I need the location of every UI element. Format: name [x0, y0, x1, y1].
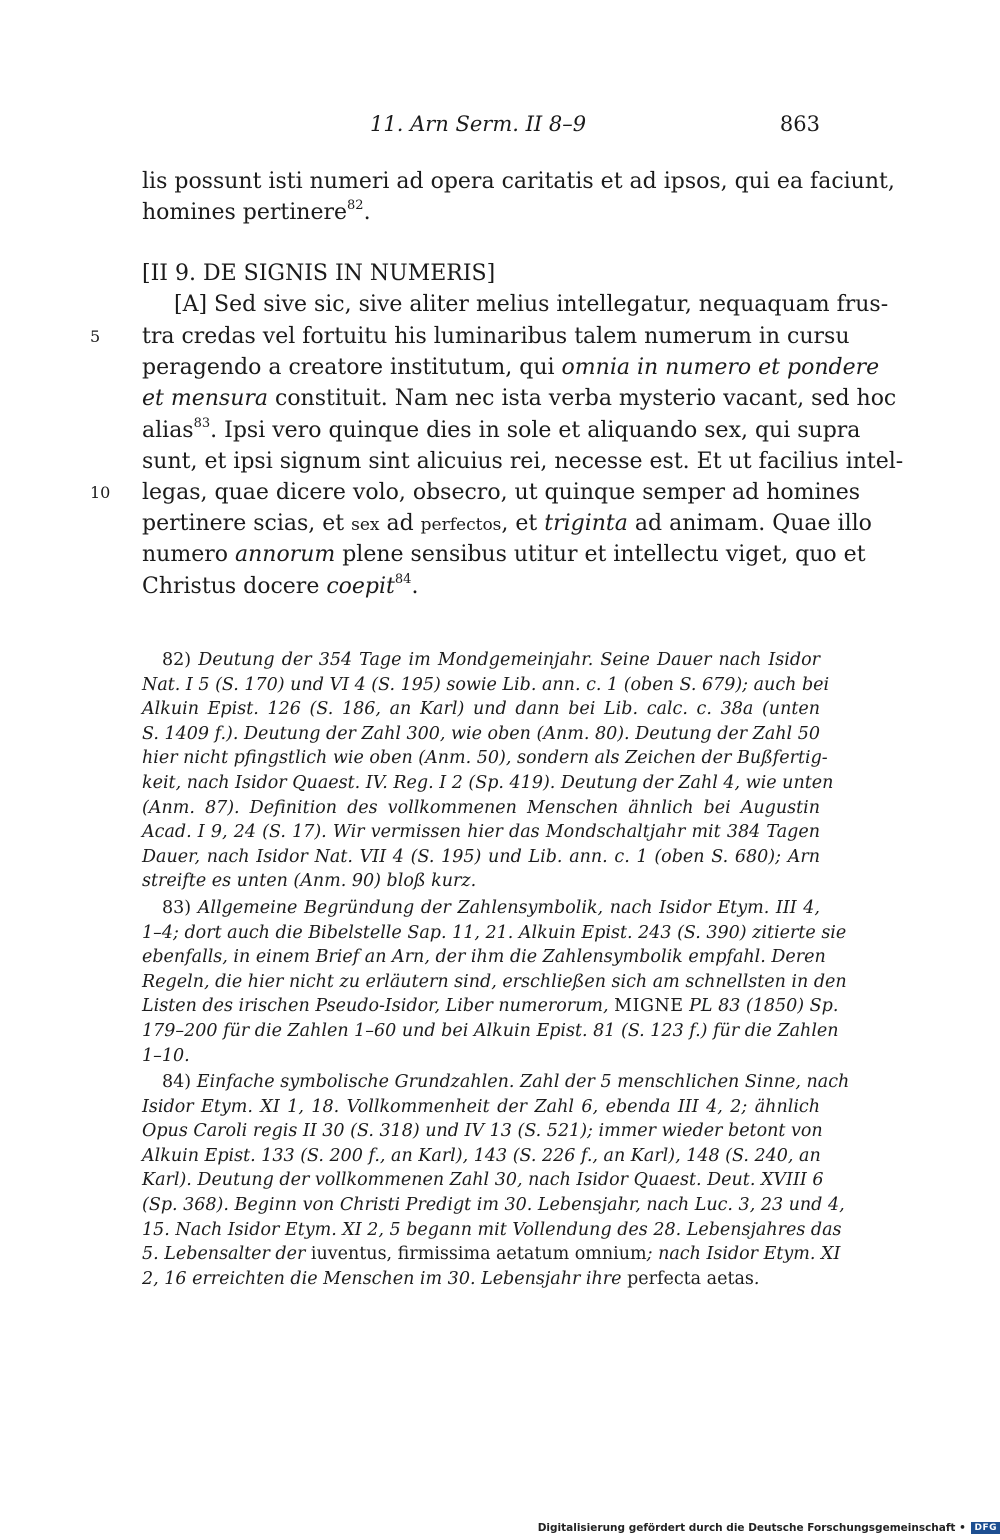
digitization-credit — [538, 1522, 1000, 1540]
text-line: Christus docere coepit$^{84}$. — [142, 571, 419, 599]
footnote-line: 83) Allgemeine Begründung der Zahlensymbolik, nach Isidor Etym. III 4, — [162, 898, 820, 918]
footnote-line: Opus Caroli regis II 30 (S. 318) und IV 13 (S. 521); immer wieder betont von — [142, 1121, 823, 1142]
footnote-line: (Anm. 87). Definition des vollkommenen Menschen ähnlich bei Augustin — [142, 797, 820, 818]
text-line: numero annorum plene sensibus utitur et intellectu viget, quo et — [142, 542, 866, 567]
footnote-line: Listen des irischen Pseudo-Isidor, Liber numerorum, MIGNE PL 83 (1850) Sp. — [142, 996, 839, 1017]
footnote-line: Regeln, die hier nicht zu erläutern sind, erschließen sich am schnellsten in den — [142, 971, 847, 992]
footnote-line: 179–200 für die Zahlen 1–60 und bei Alkuin Epist. 81 (S. 123 f.) für die Zahlen — [142, 1021, 839, 1041]
line-number: 5 — [90, 327, 101, 346]
footnote-number: 84) — [162, 1072, 192, 1092]
credit-separator: • — [959, 1522, 966, 1534]
footnote-line: Alkuin Epist. 126 (S. 186, an Karl) und dann bei Lib. calc. c. 38a (unten — [142, 699, 820, 720]
text-line: peragendo a creatore institutum, qui omnia in numero et pondere — [142, 355, 880, 380]
credit-text: Digitalisierung gefördert durch die Deutsche Forschungsgemeinschaft — [537, 1522, 956, 1534]
dfg-logo: DFG — [971, 1522, 1000, 1534]
text-line: pertinere scias, et sex ad perfectos, et triginta ad animam. Quae illo — [142, 511, 872, 536]
footnote-line: 82) Deutung der 354 Tage im Mondgemeinjahr. Seine Dauer nach Isidor — [162, 650, 820, 670]
footnote-line: 1–10. — [142, 1045, 190, 1066]
footnote-line: Dauer, nach Isidor Nat. VII 4 (S. 195) und Lib. ann. c. 1 (oben S. 680); Arn — [142, 846, 820, 867]
footnote-line: Karl). Deutung der vollkommenen Zahl 30, nach Isidor Quaest. Deut. XVIII 6 — [142, 1170, 824, 1191]
footnote-ref: 82 — [347, 197, 364, 213]
text-line: homines pertinere$^{82}$. — [142, 197, 371, 225]
text-line: lis possunt isti numeri ad opera caritatis et ad ipsos, qui ea faciunt, — [142, 169, 895, 194]
footnote-line: Isidor Etym. XI 1, 18. Vollkommenheit der Zahl 6, ebenda III 4, 2; ähnlich — [142, 1096, 820, 1117]
footnote-line: keit, nach Isidor Quaest. IV. Reg. I 2 (Sp. 419). Deutung der Zahl 4, wie unten — [142, 773, 834, 793]
footnote-line: 1–4; dort auch die Bibelstelle Sap. 11, 21. Alkuin Epist. 243 (S. 390) zitierte sie — [142, 922, 847, 943]
footnote-line: Acad. I 9, 24 (S. 17). Wir vermissen hier das Mondschaltjahr mit 384 Tagen — [142, 822, 820, 843]
footnote-line: S. 1409 f.). Deutung der Zahl 300, wie oben (Anm. 80). Deutung der Zahl 50 — [142, 723, 820, 744]
footnote-line: 2, 16 erreichten die Menschen im 30. Lebensjahr ihre perfecta aetas. — [142, 1268, 760, 1289]
footnote-line: 84) Einfache symbolische Grundzahlen. Zahl der 5 menschlichen Sinne, nach — [162, 1072, 850, 1092]
text-line: sunt, et ipsi signum sint alicuius rei, necesse est. Et ut facilius intel- — [142, 449, 904, 474]
footnote-line: Alkuin Epist. 133 (S. 200 f., an Karl), 143 (S. 226 f., an Karl), 148 (S. 240, an — [142, 1145, 821, 1166]
footnote-line: ebenfalls, in einem Brief an Arn, der ihm die Zahlensymbolik empfahl. Deren — [142, 947, 826, 968]
footnote-line: streifte es unten (Anm. 90) bloß kurz. — [142, 871, 477, 892]
footnote-line: (Sp. 368). Beginn von Christi Predigt im 30. Lebensjahr, nach Luc. 3, 23 und 4, — [142, 1195, 845, 1215]
text-line: [A] Sed sive sic, sive aliter melius intellegatur, nequaquam frus- — [174, 292, 889, 317]
section-heading: [II 9. DE SIGNIS IN NUMERIS] — [142, 261, 496, 286]
text-line: legas, quae dicere volo, obsecro, ut quinque semper ad homines — [142, 480, 861, 505]
running-title: 11. Arn Serm. II 8–9 — [370, 112, 587, 136]
footnote-line: Nat. I 5 (S. 170) und VI 4 (S. 195) sowie Lib. ann. c. 1 (oben S. 679); auch bei — [142, 674, 830, 695]
text-line: tra credas vel fortuitu his luminaribus talem numerum in cursu — [142, 324, 850, 349]
footnote-ref: 83 — [193, 415, 211, 431]
footnote-number: 83) — [162, 898, 192, 918]
footnote-number: 82) — [162, 650, 192, 670]
footnote-line: 15. Nach Isidor Etym. XI 2, 5 begann mit Vollendung des 28. Lebensjahres das — [142, 1219, 842, 1240]
footnote-line: 5. Lebensalter der iuventus, firmissima aetatum omnium; nach Isidor Etym. XI — [142, 1244, 841, 1265]
text-line: alias$^{83}$. Ipsi vero quinque dies in sole et aliquando sex, qui supra — [142, 415, 861, 443]
line-number: 10 — [90, 483, 111, 502]
text-line: et mensura constituit. Nam nec ista verba mysterio vacant, sed hoc — [142, 386, 897, 411]
page-number: 863 — [779, 112, 820, 136]
running-header — [370, 112, 820, 146]
footnote-ref: 84 — [394, 571, 412, 587]
footnote-line: hier nicht pfingstlich wie oben (Anm. 50), sondern als Zeichen der Bußfertig- — [142, 748, 828, 769]
